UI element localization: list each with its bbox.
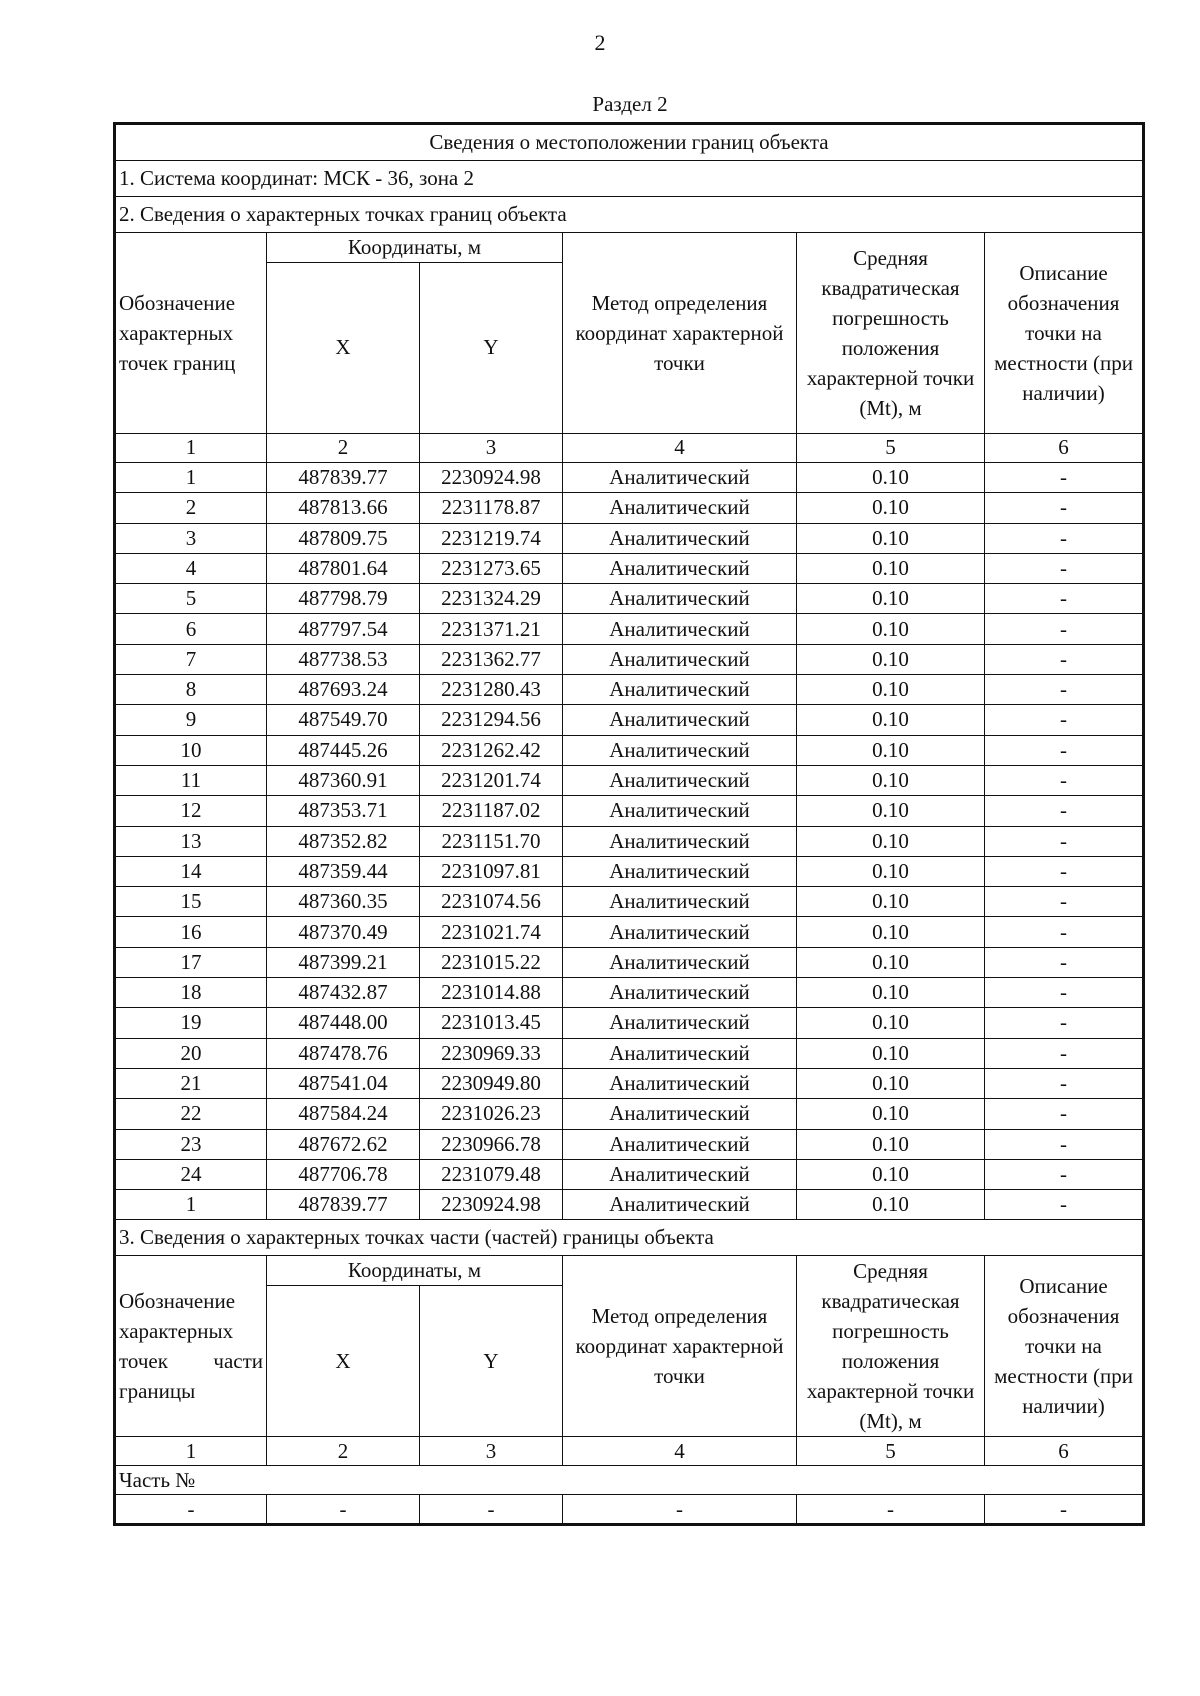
- y-cell: 2230949.80: [420, 1068, 563, 1098]
- error-cell: 0.10: [797, 1068, 985, 1098]
- empty-cell: -: [563, 1495, 797, 1525]
- table-row: [115, 1190, 1144, 1220]
- desc-cell: -: [985, 553, 1144, 583]
- x-cell: 487706.78: [267, 1159, 420, 1189]
- y-cell: 2231294.56: [420, 705, 563, 735]
- table-row: [115, 523, 1144, 553]
- error-cell: 0.10: [797, 887, 985, 917]
- x-cell: 487839.77: [267, 1190, 420, 1220]
- point-cell: 22: [115, 1099, 267, 1129]
- desc-cell: -: [985, 1068, 1144, 1098]
- section2-col-error: Средняя квадратическая погрешность положения характерной точки (Mt), м: [797, 1256, 985, 1437]
- column-number: 4: [563, 434, 797, 463]
- section2-col-point: Обозначение характерных точек части границы: [115, 1256, 267, 1437]
- x-cell: 487584.24: [267, 1099, 420, 1129]
- table-row: [115, 584, 1144, 614]
- method-cell: Аналитический: [563, 584, 797, 614]
- y-cell: 2231015.22: [420, 947, 563, 977]
- method-cell: Аналитический: [563, 705, 797, 735]
- desc-cell: -: [985, 887, 1144, 917]
- error-cell: 0.10: [797, 1190, 985, 1220]
- column-number: 3: [420, 1437, 563, 1466]
- point-cell: 3: [115, 523, 267, 553]
- desc-cell: -: [985, 523, 1144, 553]
- y-cell: 2231014.88: [420, 978, 563, 1008]
- y-cell: 2231362.77: [420, 644, 563, 674]
- table-row: [115, 1159, 1144, 1189]
- table-row: [115, 917, 1144, 947]
- error-cell: 0.10: [797, 553, 985, 583]
- table-row: [115, 735, 1144, 765]
- section-title: Раздел 2: [592, 92, 668, 116]
- boundary-table: [113, 122, 1145, 1526]
- x-cell: 487478.76: [267, 1038, 420, 1068]
- point-cell: 6: [115, 614, 267, 644]
- section2-heading: 3. Сведения о характерных точках части (частей) границы объекта: [115, 1220, 1144, 1256]
- error-cell: 0.10: [797, 796, 985, 826]
- error-cell: 0.10: [797, 523, 985, 553]
- point-cell: 1: [115, 1190, 267, 1220]
- desc-cell: -: [985, 735, 1144, 765]
- table-row: [115, 796, 1144, 826]
- y-cell: 2231187.02: [420, 796, 563, 826]
- table-row: [115, 978, 1144, 1008]
- desc-cell: -: [985, 1008, 1144, 1038]
- y-cell: 2230924.98: [420, 463, 563, 493]
- point-cell: 20: [115, 1038, 267, 1068]
- x-cell: 487672.62: [267, 1129, 420, 1159]
- y-cell: 2231013.45: [420, 1008, 563, 1038]
- x-cell: 487839.77: [267, 463, 420, 493]
- method-cell: Аналитический: [563, 1068, 797, 1098]
- desc-cell: -: [985, 1190, 1144, 1220]
- section1-col-coords: Координаты, м: [267, 233, 563, 263]
- column-number: 3: [420, 434, 563, 463]
- desc-cell: -: [985, 463, 1144, 493]
- y-cell: 2231262.42: [420, 735, 563, 765]
- y-cell: 2231151.70: [420, 826, 563, 856]
- desc-cell: -: [985, 675, 1144, 705]
- y-cell: 2230924.98: [420, 1190, 563, 1220]
- column-number: 5: [797, 1437, 985, 1466]
- x-cell: 487541.04: [267, 1068, 420, 1098]
- x-cell: 487809.75: [267, 523, 420, 553]
- y-cell: 2230966.78: [420, 1129, 563, 1159]
- x-cell: 487813.66: [267, 493, 420, 523]
- desc-cell: -: [985, 644, 1144, 674]
- x-cell: 487360.91: [267, 765, 420, 795]
- error-cell: 0.10: [797, 1159, 985, 1189]
- desc-cell: -: [985, 614, 1144, 644]
- error-cell: 0.10: [797, 644, 985, 674]
- table-row: [115, 644, 1144, 674]
- point-cell: 21: [115, 1068, 267, 1098]
- point-cell: 18: [115, 978, 267, 1008]
- y-cell: 2231178.87: [420, 493, 563, 523]
- method-cell: Аналитический: [563, 614, 797, 644]
- table-row: [115, 1068, 1144, 1098]
- point-cell: 23: [115, 1129, 267, 1159]
- point-cell: 1: [115, 463, 267, 493]
- error-cell: 0.10: [797, 705, 985, 735]
- table-row: [115, 947, 1144, 977]
- y-cell: 2231026.23: [420, 1099, 563, 1129]
- x-cell: 487432.87: [267, 978, 420, 1008]
- error-cell: 0.10: [797, 917, 985, 947]
- section1-column-numbers: [115, 434, 1144, 463]
- column-number: 1: [115, 1437, 267, 1466]
- page-number: 2: [594, 30, 606, 55]
- desc-cell: -: [985, 765, 1144, 795]
- method-cell: Аналитический: [563, 947, 797, 977]
- desc-cell: -: [985, 826, 1144, 856]
- method-cell: Аналитический: [563, 796, 797, 826]
- error-cell: 0.10: [797, 765, 985, 795]
- column-number: 2: [267, 434, 420, 463]
- x-cell: 487549.70: [267, 705, 420, 735]
- point-cell: 5: [115, 584, 267, 614]
- method-cell: Аналитический: [563, 917, 797, 947]
- error-cell: 0.10: [797, 735, 985, 765]
- desc-cell: -: [985, 1129, 1144, 1159]
- section1-col-y: Y: [420, 263, 563, 434]
- column-number: 4: [563, 1437, 797, 1466]
- error-cell: 0.10: [797, 1038, 985, 1068]
- point-cell: 14: [115, 856, 267, 886]
- point-cell: 13: [115, 826, 267, 856]
- table-row: [115, 493, 1144, 523]
- section2-col-desc: Описание обозначения точки на местности (при наличии): [985, 1256, 1144, 1437]
- table-row: [115, 856, 1144, 886]
- empty-cell: -: [420, 1495, 563, 1525]
- error-cell: 0.10: [797, 826, 985, 856]
- desc-cell: -: [985, 1099, 1144, 1129]
- error-cell: 0.10: [797, 584, 985, 614]
- method-cell: Аналитический: [563, 675, 797, 705]
- y-cell: 2230969.33: [420, 1038, 563, 1068]
- table-row: [115, 705, 1144, 735]
- method-cell: Аналитический: [563, 493, 797, 523]
- x-cell: 487370.49: [267, 917, 420, 947]
- section1-col-desc: Описание обозначения точки на местности (при наличии): [985, 233, 1144, 434]
- y-cell: 2231273.65: [420, 553, 563, 583]
- method-cell: Аналитический: [563, 1129, 797, 1159]
- desc-cell: -: [985, 1038, 1144, 1068]
- table-row: [115, 553, 1144, 583]
- desc-cell: -: [985, 1159, 1144, 1189]
- error-cell: 0.10: [797, 947, 985, 977]
- point-cell: 11: [115, 765, 267, 795]
- error-cell: 0.10: [797, 1099, 985, 1129]
- y-cell: 2231371.21: [420, 614, 563, 644]
- table-row: [115, 1129, 1144, 1159]
- point-cell: 8: [115, 675, 267, 705]
- desc-cell: -: [985, 705, 1144, 735]
- table-row: [115, 675, 1144, 705]
- x-cell: 487360.35: [267, 887, 420, 917]
- point-cell: 9: [115, 705, 267, 735]
- y-cell: 2231079.48: [420, 1159, 563, 1189]
- y-cell: 2231097.81: [420, 856, 563, 886]
- table-row: [115, 887, 1144, 917]
- section2-col-x: X: [267, 1286, 420, 1437]
- empty-cell: -: [267, 1495, 420, 1525]
- method-cell: Аналитический: [563, 765, 797, 795]
- error-cell: 0.10: [797, 978, 985, 1008]
- section1-col-error: Средняя квадратическая погрешность положения характерной точки (Mt), м: [797, 233, 985, 434]
- x-cell: 487352.82: [267, 826, 420, 856]
- x-cell: 487359.44: [267, 856, 420, 886]
- empty-cell: -: [115, 1495, 267, 1525]
- x-cell: 487738.53: [267, 644, 420, 674]
- section2-col-method: Метод определения координат характерной точки: [563, 1256, 797, 1437]
- column-number: 6: [985, 434, 1144, 463]
- section2-col-y: Y: [420, 1286, 563, 1437]
- x-cell: 487448.00: [267, 1008, 420, 1038]
- point-cell: 17: [115, 947, 267, 977]
- part-label: Часть №: [115, 1466, 1144, 1495]
- method-cell: Аналитический: [563, 856, 797, 886]
- point-cell: 16: [115, 917, 267, 947]
- section1-col-x: X: [267, 263, 420, 434]
- desc-cell: -: [985, 856, 1144, 886]
- method-cell: Аналитический: [563, 1008, 797, 1038]
- table-row: [115, 614, 1144, 644]
- x-cell: 487445.26: [267, 735, 420, 765]
- point-cell: 19: [115, 1008, 267, 1038]
- method-cell: Аналитический: [563, 523, 797, 553]
- table-row: [115, 1008, 1144, 1038]
- method-cell: Аналитический: [563, 978, 797, 1008]
- point-cell: 24: [115, 1159, 267, 1189]
- coord-system: 1. Система координат: МСК - 36, зона 2: [115, 161, 1144, 197]
- desc-cell: -: [985, 584, 1144, 614]
- desc-cell: -: [985, 796, 1144, 826]
- section1-col-point: Обозначение характерных точек границ: [115, 233, 267, 434]
- x-cell: 487693.24: [267, 675, 420, 705]
- y-cell: 2231280.43: [420, 675, 563, 705]
- point-cell: 12: [115, 796, 267, 826]
- method-cell: Аналитический: [563, 1159, 797, 1189]
- point-cell: 10: [115, 735, 267, 765]
- section2-empty-row: [115, 1495, 1144, 1525]
- column-number: 2: [267, 1437, 420, 1466]
- x-cell: 487353.71: [267, 796, 420, 826]
- section1-data-rows: [115, 463, 1144, 1220]
- y-cell: 2231201.74: [420, 765, 563, 795]
- method-cell: Аналитический: [563, 553, 797, 583]
- method-cell: Аналитический: [563, 1099, 797, 1129]
- y-cell: 2231021.74: [420, 917, 563, 947]
- table-title: Сведения о местоположении границ объекта: [115, 124, 1144, 161]
- desc-cell: -: [985, 493, 1144, 523]
- method-cell: Аналитический: [563, 826, 797, 856]
- empty-cell: -: [985, 1495, 1144, 1525]
- x-cell: 487797.54: [267, 614, 420, 644]
- method-cell: Аналитический: [563, 644, 797, 674]
- x-cell: 487801.64: [267, 553, 420, 583]
- section2-col-coords: Координаты, м: [267, 1256, 563, 1286]
- error-cell: 0.10: [797, 675, 985, 705]
- table-row: [115, 1038, 1144, 1068]
- point-cell: 15: [115, 887, 267, 917]
- section2-column-numbers: [115, 1437, 1144, 1466]
- column-number: 6: [985, 1437, 1144, 1466]
- error-cell: 0.10: [797, 1008, 985, 1038]
- column-number: 5: [797, 434, 985, 463]
- method-cell: Аналитический: [563, 887, 797, 917]
- table-row: [115, 826, 1144, 856]
- section1-heading: 2. Сведения о характерных точках границ объекта: [115, 197, 1144, 233]
- method-cell: Аналитический: [563, 1038, 797, 1068]
- table-row: [115, 765, 1144, 795]
- method-cell: Аналитический: [563, 735, 797, 765]
- table-row: [115, 1099, 1144, 1129]
- column-number: 1: [115, 434, 267, 463]
- y-cell: 2231074.56: [420, 887, 563, 917]
- point-cell: 4: [115, 553, 267, 583]
- error-cell: 0.10: [797, 1129, 985, 1159]
- method-cell: Аналитический: [563, 1190, 797, 1220]
- empty-cell: -: [797, 1495, 985, 1525]
- point-cell: 7: [115, 644, 267, 674]
- desc-cell: -: [985, 978, 1144, 1008]
- x-cell: 487399.21: [267, 947, 420, 977]
- desc-cell: -: [985, 917, 1144, 947]
- method-cell: Аналитический: [563, 463, 797, 493]
- y-cell: 2231324.29: [420, 584, 563, 614]
- error-cell: 0.10: [797, 463, 985, 493]
- error-cell: 0.10: [797, 856, 985, 886]
- point-cell: 2: [115, 493, 267, 523]
- section1-col-method: Метод определения координат характерной точки: [563, 233, 797, 434]
- x-cell: 487798.79: [267, 584, 420, 614]
- table-row: [115, 463, 1144, 493]
- error-cell: 0.10: [797, 614, 985, 644]
- y-cell: 2231219.74: [420, 523, 563, 553]
- desc-cell: -: [985, 947, 1144, 977]
- error-cell: 0.10: [797, 493, 985, 523]
